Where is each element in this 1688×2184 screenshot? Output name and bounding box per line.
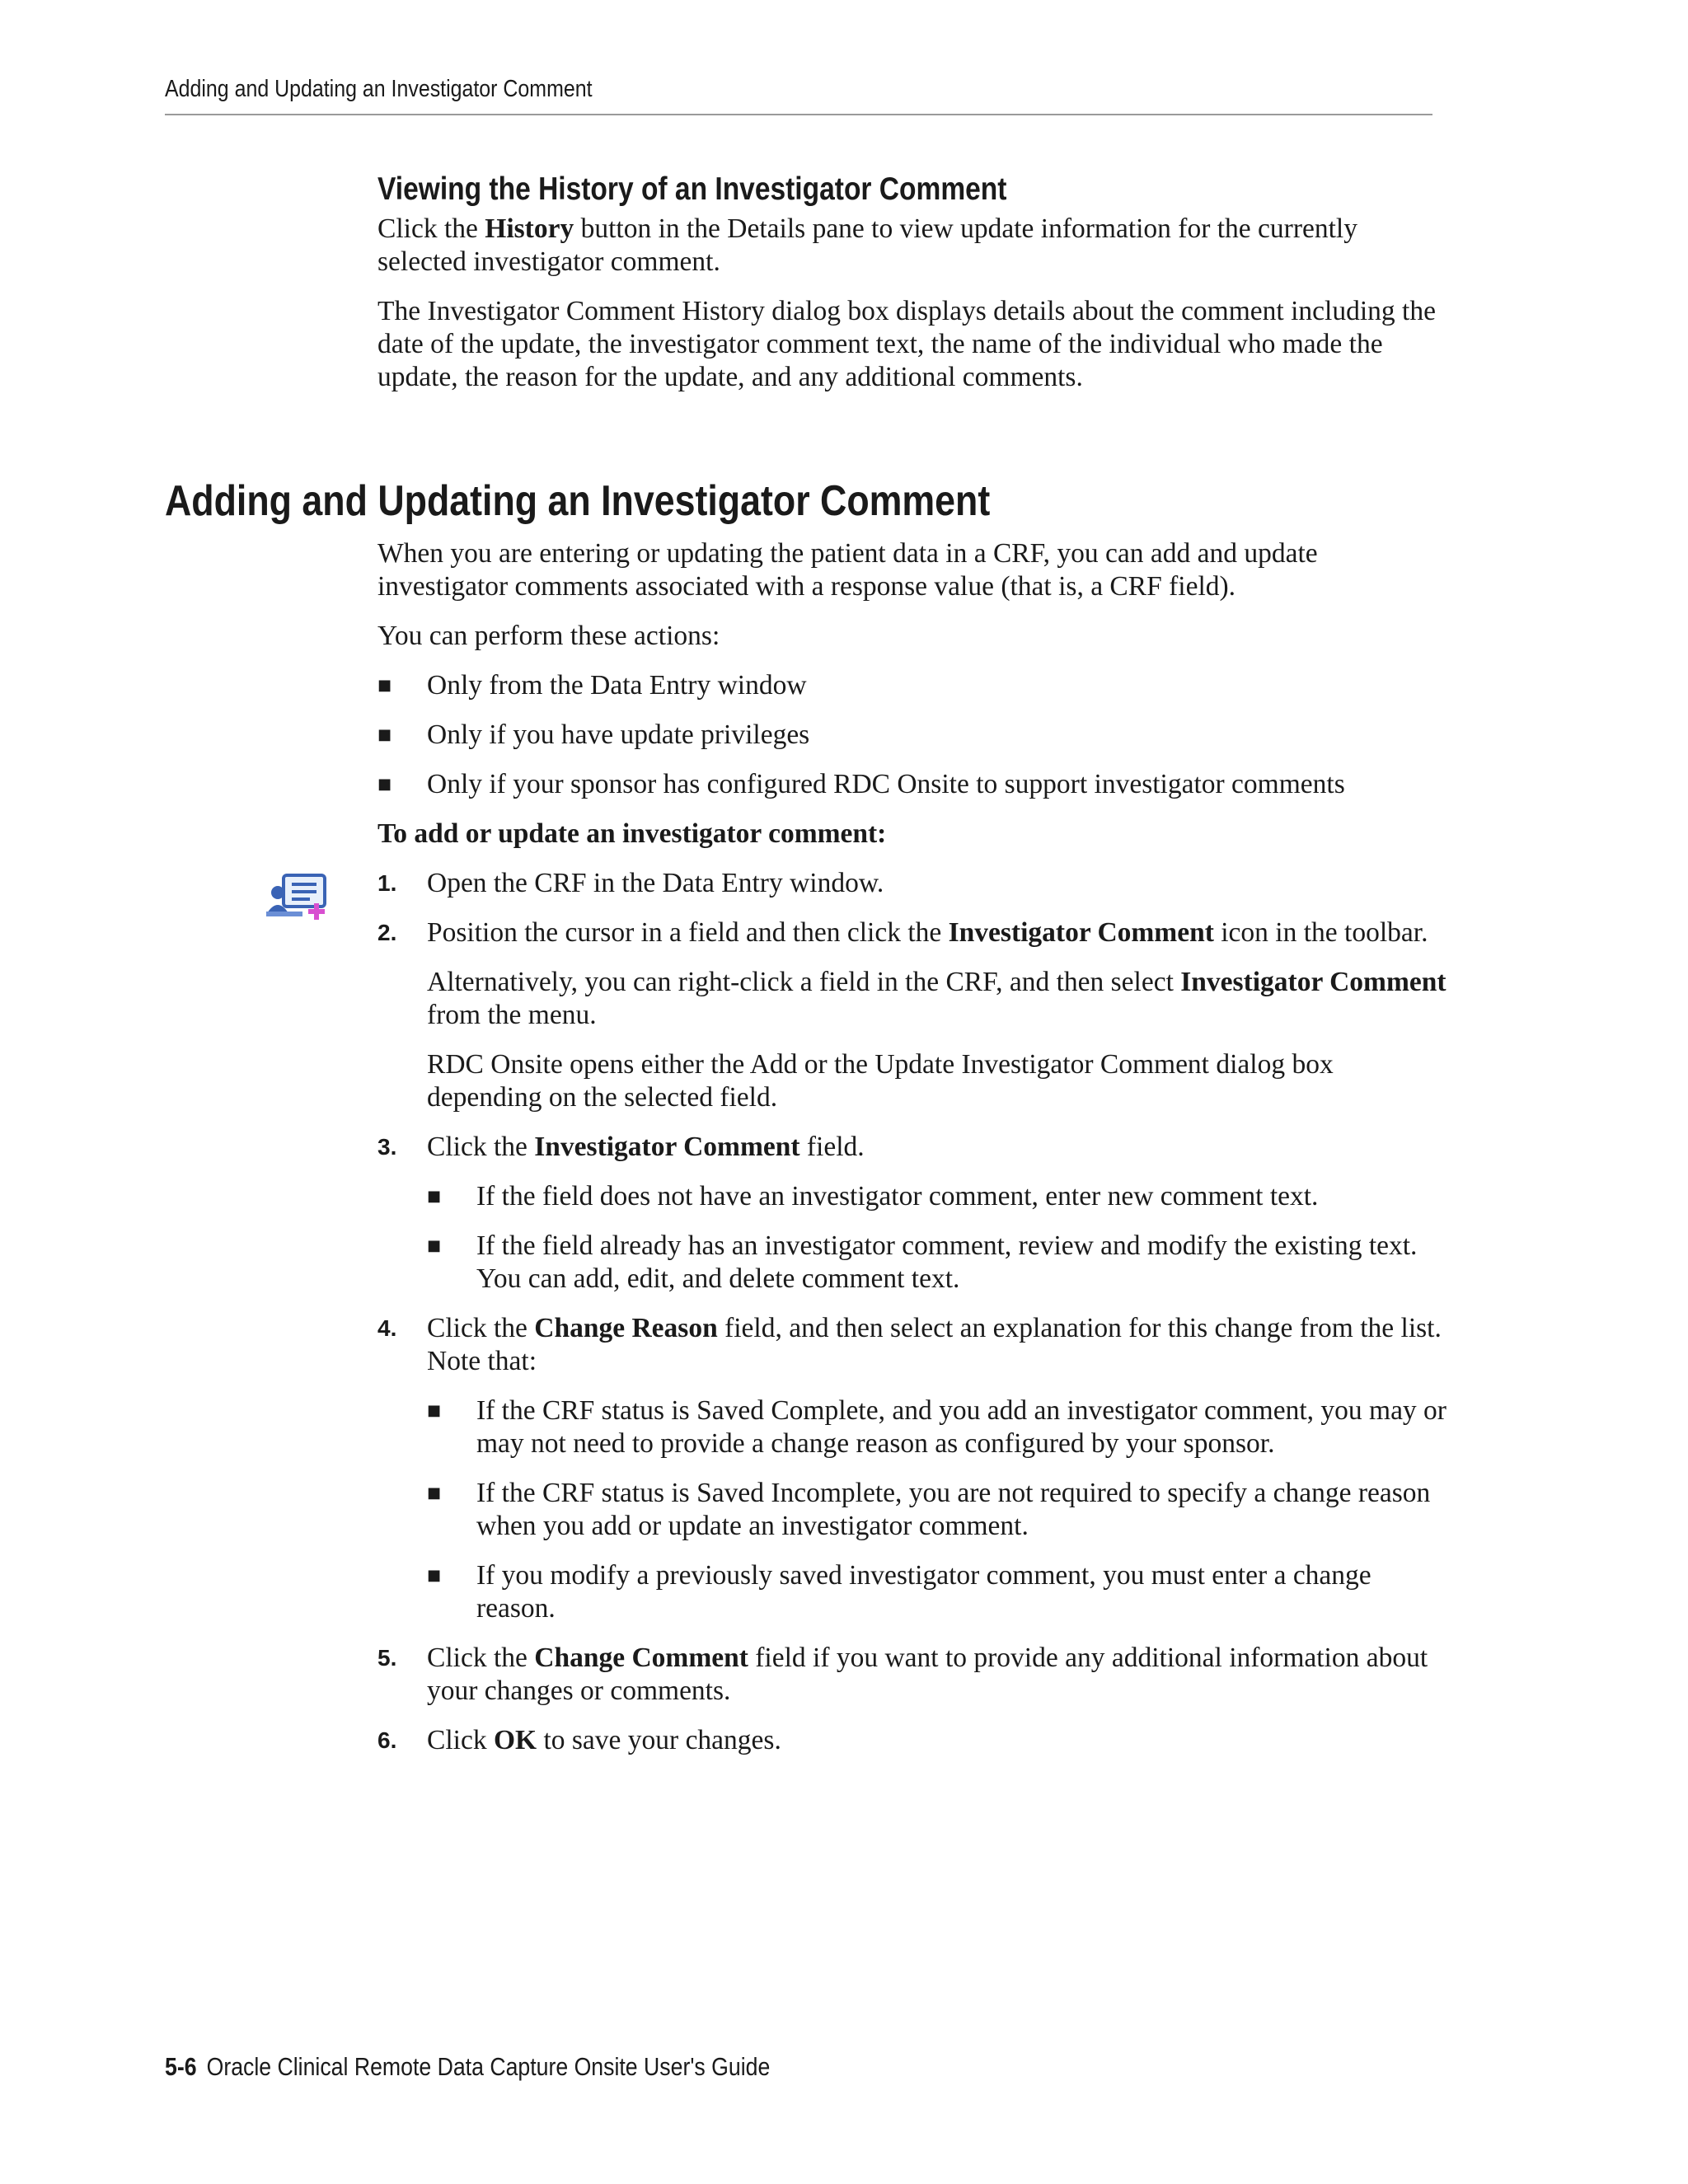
- list-item: ■ If the CRF status is Saved Complete, and you add an investigator comment, you may or may not need to provide a change reason as configured by your sponsor.: [427, 1395, 1447, 1459]
- running-header: Adding and Updating an Investigator Comment: [165, 76, 593, 102]
- step-note: RDC Onsite opens either the Add or the Update Investigator Comment dialog box depending on the selected field.: [427, 1049, 1334, 1113]
- procedure-step: 5. Click the Change Comment field if you want to provide any additional information about your changes or comments.: [377, 1643, 1428, 1706]
- actions-lead: You can perform these actions:: [377, 621, 720, 651]
- add-intro-paragraph: When you are entering or updating the patient data in a CRF, you can add and update investigator comments associated with a response value (that is, a CRF field).: [377, 538, 1318, 602]
- list-item: ■ If the field does not have an investigator comment, enter new comment text.: [427, 1181, 1319, 1212]
- list-item: ■ If you modify a previously saved investigator comment, you must enter a change reason.: [427, 1560, 1372, 1624]
- bullet-icon: ■: [427, 1188, 442, 1205]
- page-footer: [165, 2052, 770, 2082]
- bullet-icon: ■: [377, 677, 392, 694]
- procedure-step: 4. Click the Change Reason field, and then select an explanation for this change from the list. Note that: ■ If the CRF status is Saved Complete, and you add an investigator comment, you may or may not need to provide a change reason as configured by your sponsor. ■ If the CRF status is Saved Incomplete, you are not required to specify a change reason when you add or update an investigator comment. ■ If you modify a previously saved investigator comment, you must enter a change reason.: [377, 1312, 1449, 1625]
- list-item: ■ If the CRF status is Saved Incomplete, you are not required to specify a change reason when you add or update an investigator comment.: [427, 1478, 1431, 1541]
- book-title: Oracle Clinical Remote Data Capture Onsite User's Guide: [206, 2052, 771, 2081]
- history-paragraph-1: Click the History button in the Details pane to view update information for the currently selected investigator comment.: [377, 213, 1357, 277]
- bullet-icon: ■: [377, 776, 392, 793]
- bullet-icon: ■: [427, 1237, 442, 1254]
- list-item: ■ If the field already has an investigator comment, review and modify the existing text. You can add, edit, and delete comment text.: [427, 1230, 1418, 1294]
- list-item: ■ Only if you have update privileges: [377, 719, 810, 750]
- procedure-step: 6. Click OK to save your changes.: [377, 1725, 781, 1755]
- history-section-title: Viewing the History of an Investigator Comment: [377, 171, 1007, 207]
- bullet-icon: ■: [427, 1484, 442, 1502]
- bullet-icon: ■: [427, 1567, 442, 1584]
- header-rule: [165, 114, 1432, 115]
- add-section-body: [377, 537, 1449, 1774]
- step-alternative: Alternatively, you can right-click a field in the CRF, and then select Investigator Comment from the menu.: [427, 967, 1447, 1030]
- bullet-icon: ■: [377, 726, 392, 743]
- page-number: 5-6: [165, 2052, 197, 2081]
- procedure-step: 2. Position the cursor in a field and then click the Investigator Comment icon in the toolbar. Alternatively, you can right-click a field in the CRF, and then select Investigator Comment from the menu. RDC Onsite opens either the Add or the Update Investigator Comment dialog box depending on the selected field.: [377, 916, 1449, 1114]
- history-paragraph-2: The Investigator Comment History dialog box displays details about the comment including the date of the update, the investigator comment text, the name of the individual who made the update, the reason for the update, and any additional comments.: [377, 296, 1436, 392]
- history-section-body: [377, 213, 1449, 394]
- investigator-comment-icon: [265, 872, 331, 921]
- list-item: ■ Only from the Data Entry window: [377, 670, 807, 701]
- add-section-title: Adding and Updating an Investigator Comment: [165, 477, 991, 525]
- procedure-step: 1. Open the CRF in the Data Entry window.: [377, 868, 884, 898]
- procedure-title: To add or update an investigator comment:: [377, 818, 887, 849]
- procedure-step: 3. Click the Investigator Comment field. ■ If the field does not have an investigator comment, enter new comment text. ■ If the field already has an investigator comment, review and modify the existing text. You can add, edit, and delete comment text.: [377, 1131, 1449, 1296]
- bullet-icon: ■: [427, 1402, 442, 1419]
- list-item: ■ Only if your sponsor has configured RDC Onsite to support investigator comments: [377, 769, 1345, 799]
